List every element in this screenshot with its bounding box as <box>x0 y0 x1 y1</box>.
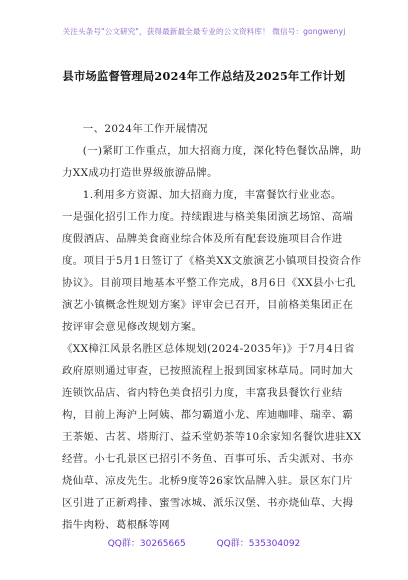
qq-group-1: QQ群：30265665 <box>107 539 186 549</box>
header-banner: 关注头条号"公文研究"，获得最新最全最专业的公文资料库！ 微信号：gongwenyj <box>62 27 346 36</box>
document-body <box>62 118 362 536</box>
section-heading: 一、2024年工作开展情况 <box>82 123 208 135</box>
point-heading: 1.利用多方资源、加大招商力度，丰富餐饮行业业态。 <box>82 189 342 201</box>
document-title: 县市场监督管理局2024年工作总结及2025年工作计划 <box>62 69 346 83</box>
body-paragraph: 一是强化招引工作力度。持续跟进与格美集团演艺场馆、高端度假酒店、品牌美食商业综合体及所有配套设施项目合作进度。项目于5月1日签订了《格美XX文旅演艺小镇项目投资合作协议》。目前项目地基本平整工作完成，8月6日《XX县小七孔演艺小镇概念性规划方案》评审会已召开，目前格美集团正在按评审会意见修改规划方案。 <box>62 211 362 333</box>
qq-group-2: QQ群：535304092 <box>216 539 301 549</box>
body-paragraph: 《XX樟江风景名胜区总体规划(2024-2035年)》于7月4日省政府原则通过审查，已按照流程上报到国家林草局。同时加大连锁饮品店、省内特色美食招引力度，丰富我县餐饮行业结构，目前上海沪上阿姨、都匀霸道小龙、库迪咖啡、瑞幸、霸王茶姬、古茗、塔斯汀、益禾堂奶茶等10余家知名餐饮进驻XX经营。小七孔景区已招引不务鱼、百事可乐、舌尖派对、书亦烧仙草、凉皮先生。北桥9度等26家饮品牌入驻。景区东门片区引进了正新鸡排、蜜雪冰城、派乐汉堡、书亦烧仙草、大拇指牛肉粉、葛根酥等网 <box>62 343 362 531</box>
footer-contact <box>0 536 408 549</box>
subsection-heading: (一)紧盯工作重点，加大招商力度，深化特色餐饮品牌，助力XX成功打造世界级旅游品牌。 <box>62 145 362 179</box>
